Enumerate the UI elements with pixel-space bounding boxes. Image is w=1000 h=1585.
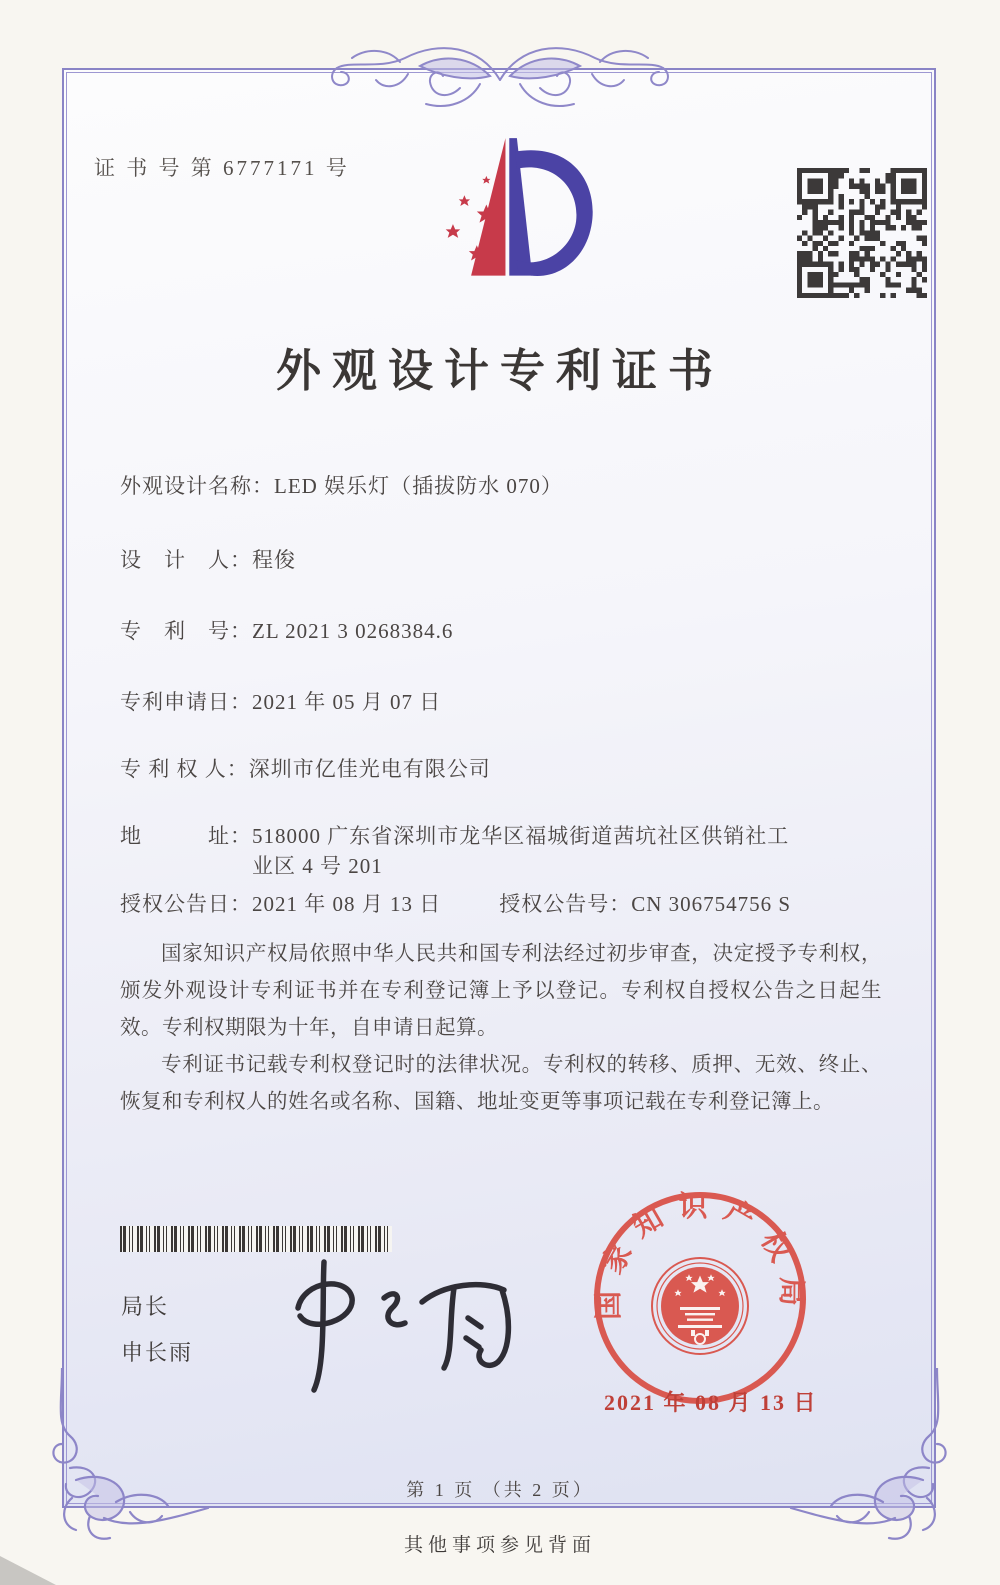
field-filing-date xyxy=(120,686,441,716)
seal-agency-text: 国家知识产权局 xyxy=(592,1190,808,1321)
certificate-number: 证 书 号 第 6777171 号 xyxy=(94,156,350,180)
field-patentee xyxy=(120,753,491,783)
signature-stroke xyxy=(298,1262,352,1390)
certificate-title: 外观设计专利证书 xyxy=(275,346,724,396)
cnipa-logo-icon xyxy=(410,126,620,326)
signature-stroke xyxy=(422,1285,504,1302)
field-patent-number xyxy=(120,615,453,645)
photo-corner-shadow xyxy=(0,1556,56,1585)
field-value: 深圳市亿佳光电有限公司 xyxy=(248,757,491,781)
field-design-name xyxy=(120,470,563,500)
handwritten-signature xyxy=(256,1246,530,1396)
field-label: 设 计 人： xyxy=(120,548,252,572)
back-side-note: 其他事项参见背面 xyxy=(403,1535,596,1556)
grant-date-value: 2021 年 08 月 13 日 xyxy=(252,892,442,916)
field-label: 专 利 权 人： xyxy=(120,757,249,781)
logo-red-wedge xyxy=(471,138,505,275)
field-value: LED 娱乐灯（插拔防水 070） xyxy=(274,474,563,498)
national-emblem-icon xyxy=(652,1258,748,1354)
legal-paragraph-1: 国家知识产权局依照中华人民共和国专利法经过初步审查，决定授予专利权，颁发外观设计专利证书并在专利登记簿上予以登记。专利权自授权公告之日起生效。专利权期限为十年，自申请日起算。 xyxy=(120,943,882,1039)
field-label: 外观设计名称： xyxy=(120,474,274,498)
field-label: 地 址： xyxy=(120,824,252,848)
grant-number-value: CN 306754756 S xyxy=(631,892,792,916)
signature-stroke xyxy=(444,1288,454,1368)
address-line-1: 518000 广东省深圳市龙华区福城街道茜坑社区供销社工 xyxy=(252,824,790,848)
legal-paragraph-2: 专利证书记载专利权登记时的法律状况。专利权的转移、质押、无效、终止、恢复和专利权人的姓名或名称、国籍、地址变更等事项记载在专利登记簿上。 xyxy=(120,1054,882,1113)
field-value: ZL 2021 3 0268384.6 xyxy=(252,619,454,643)
legal-text xyxy=(120,936,882,1121)
field-label: 专 利 号： xyxy=(120,619,252,643)
page-indicator: 第 1 页 （共 2 页） xyxy=(406,1480,594,1500)
field-address xyxy=(120,820,789,880)
commissioner-name: 申长雨 xyxy=(121,1340,194,1365)
field-label: 专利申请日： xyxy=(120,690,252,714)
field-value xyxy=(252,820,789,880)
grant-date-label: 授权公告日： xyxy=(120,892,252,916)
field-grant-row xyxy=(120,888,791,918)
qr-code xyxy=(797,168,927,298)
signature-stroke xyxy=(466,1318,481,1347)
signature-stroke xyxy=(384,1294,405,1325)
field-value: 2021 年 05 月 07 日 xyxy=(252,690,442,714)
grant-number-label: 授权公告号： xyxy=(499,892,632,916)
field-value: 程俊 xyxy=(252,548,296,572)
commissioner-title: 局长 xyxy=(121,1294,170,1319)
address-line-2: 业区 4 号 201 xyxy=(252,854,383,878)
official-seal xyxy=(580,1178,820,1418)
field-designer xyxy=(120,544,296,574)
seal-date: 2021 年 08 月 13 日 xyxy=(604,1390,818,1415)
